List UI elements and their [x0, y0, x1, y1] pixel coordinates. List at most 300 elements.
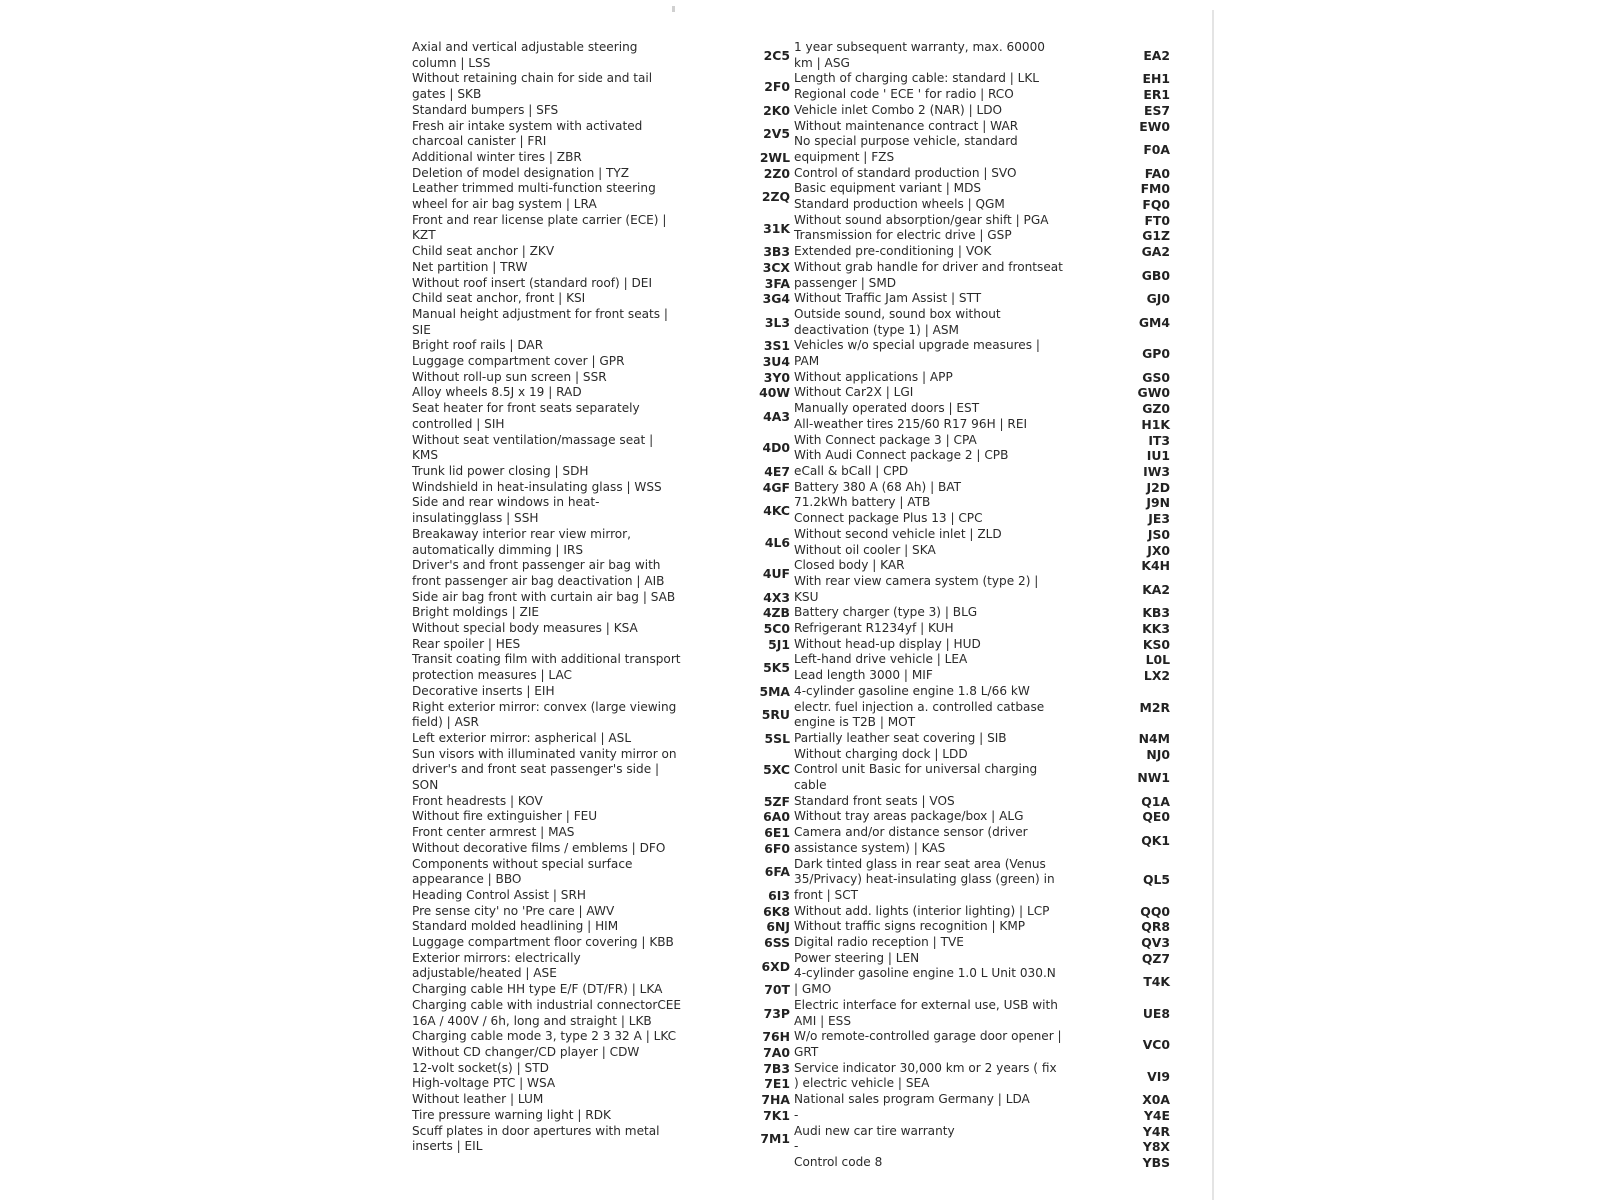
option-row — [794, 605, 1170, 621]
option-code: Y4E — [1143, 1107, 1170, 1123]
option-row — [794, 1061, 1170, 1092]
option-code: GB0 — [1141, 267, 1170, 283]
option-code: G1Z — [1142, 228, 1170, 244]
option-code: YBS — [1142, 1154, 1170, 1170]
option-description: Heading Control Assist | SRH — [412, 887, 586, 902]
option-code: Q1A — [1141, 793, 1170, 809]
option-row — [412, 951, 790, 982]
option-row — [794, 794, 1170, 810]
option-row — [794, 731, 1170, 747]
page-edge-shadow — [1212, 10, 1214, 1200]
option-row — [412, 150, 790, 166]
option-row — [794, 1155, 1170, 1171]
option-description: With rear view camera system (type 2) | KSU — [794, 573, 1039, 604]
option-code: 4UF — [762, 566, 790, 582]
option-row — [794, 213, 1170, 229]
option-code: 6SS — [764, 935, 790, 951]
option-description: Seat heater for front seats separately controlled | SIH — [412, 401, 640, 431]
option-description: Control code 8 — [794, 1154, 883, 1169]
option-code: JX0 — [1147, 542, 1170, 558]
options-column-right — [794, 40, 1170, 1171]
option-code: 3FA — [764, 275, 790, 291]
option-row — [412, 935, 790, 951]
option-row — [412, 260, 790, 276]
option-code: QE0 — [1142, 809, 1170, 825]
option-code: 4X3 — [763, 589, 790, 605]
option-description: 12-volt socket(s) | STD — [412, 1060, 549, 1075]
option-row — [412, 841, 790, 857]
option-row — [412, 166, 790, 182]
option-row — [794, 637, 1170, 653]
option-row — [412, 652, 790, 683]
option-row — [794, 166, 1170, 182]
option-row — [412, 291, 790, 307]
option-row — [794, 307, 1170, 338]
option-code: 5SL — [764, 730, 790, 746]
option-row — [794, 464, 1170, 480]
option-row — [794, 904, 1170, 920]
option-description: Basic equipment variant | MDS — [794, 181, 982, 196]
option-description: Length of charging cable: standard | LKL — [794, 71, 1040, 86]
option-code: 3CX — [762, 259, 790, 275]
option-description: Bright roof rails | DAR — [412, 338, 544, 353]
option-description: Without roll-up sun screen | SSR — [412, 369, 607, 384]
option-description: Without roof insert (standard roof) | DEI — [412, 275, 653, 290]
option-code: JE3 — [1148, 511, 1170, 527]
option-row — [794, 433, 1170, 449]
option-row — [794, 1124, 1170, 1140]
option-row — [412, 637, 790, 653]
option-row — [794, 527, 1170, 543]
option-description: 1 year subsequent warranty, max. 60000 km | ASG — [794, 40, 1045, 70]
option-row — [794, 574, 1170, 605]
option-code: 6A0 — [763, 809, 790, 825]
option-description: Manual height adjustment for front seats | SIE — [412, 306, 669, 337]
option-description: Battery 380 A (68 Ah) | BAT — [794, 479, 962, 494]
option-row — [412, 605, 790, 621]
option-description: Standard molded headlining | HIM — [412, 919, 619, 934]
option-description: Deletion of model designation | TYZ — [412, 165, 630, 180]
option-row — [412, 244, 790, 260]
option-description: Without grab handle for driver and frontseat passenger | SMD — [794, 259, 1063, 290]
option-row — [412, 307, 790, 338]
option-code: GM4 — [1138, 314, 1170, 330]
option-code: GP0 — [1142, 346, 1170, 362]
option-code: VI9 — [1147, 1068, 1170, 1084]
option-row — [412, 433, 790, 464]
option-row — [412, 495, 790, 526]
option-description: National sales program Germany | LDA — [794, 1092, 1030, 1107]
option-row — [412, 919, 790, 935]
option-code: GA2 — [1141, 244, 1170, 260]
option-row — [794, 747, 1170, 763]
option-code: 3B3 — [763, 244, 790, 260]
option-code: IU1 — [1146, 448, 1170, 464]
option-row — [412, 40, 790, 71]
option-row — [794, 291, 1170, 307]
option-description: Transit coating film with additional transport protection measures | LAC — [412, 652, 681, 683]
option-description: Without add. lights (interior lighting) | LCP — [794, 903, 1050, 918]
option-code: 2WL — [759, 149, 790, 165]
option-row — [794, 1092, 1170, 1108]
option-row — [412, 731, 790, 747]
option-description: Control unit Basic for universal charging cable — [794, 762, 1038, 793]
option-code: 7E1 — [764, 1076, 790, 1092]
option-row — [794, 480, 1170, 496]
option-row — [794, 417, 1170, 433]
option-code: 3Y0 — [763, 369, 790, 385]
option-code: 31K — [763, 220, 790, 236]
option-description: Scuff plates in door apertures with metal inserts | EIL — [412, 1123, 660, 1154]
option-code: LX2 — [1143, 668, 1170, 684]
option-code: EH1 — [1142, 71, 1170, 87]
option-description: Manually operated doors | EST — [794, 401, 980, 416]
option-code: 6K8 — [763, 903, 790, 919]
option-description: Vehicle inlet Combo 2 (NAR) | LDO — [794, 102, 1003, 117]
option-row — [412, 1061, 790, 1077]
option-row — [412, 385, 790, 401]
option-description: Additional winter tires | ZBR — [412, 149, 582, 164]
option-description: Trunk lid power closing | SDH — [412, 463, 589, 478]
option-code: 5XC — [763, 762, 790, 778]
option-description: Without retaining chain for side and tail gates | SKB — [412, 71, 653, 102]
option-description: Side air bag front with curtain air bag | SAB — [412, 589, 676, 604]
option-description: Left exterior mirror: aspherical | ASL — [412, 730, 632, 745]
option-code: JS0 — [1147, 526, 1170, 542]
option-row — [412, 1076, 790, 1092]
option-description: Pre sense city' no 'Pre care | AWV — [412, 903, 615, 918]
option-code: ER1 — [1143, 87, 1170, 103]
option-code: L0L — [1145, 652, 1170, 668]
option-row — [794, 260, 1170, 291]
option-description: Decorative inserts | EIH — [412, 683, 555, 698]
option-row — [412, 401, 790, 432]
option-description: Charging cable with industrial connectorCEE 16A / 400V / 6h, long and straight | LKB — [412, 997, 682, 1028]
option-code: 40W — [759, 385, 790, 401]
option-code: J9N — [1146, 495, 1170, 511]
option-code: QL5 — [1142, 872, 1170, 888]
option-description: Bright moldings | ZIE — [412, 605, 540, 620]
option-code: 2V5 — [763, 126, 790, 142]
option-code: 76H — [762, 1029, 790, 1045]
option-row — [412, 1092, 790, 1108]
option-code: UE8 — [1142, 1005, 1170, 1021]
options-column-left — [412, 40, 790, 1155]
option-row — [794, 244, 1170, 260]
option-row — [794, 809, 1170, 825]
option-description: Front headrests | KOV — [412, 793, 543, 808]
option-code: 6XD — [761, 958, 790, 974]
option-description: Tire pressure warning light | RDK — [412, 1107, 611, 1122]
option-code: GS0 — [1142, 369, 1170, 385]
option-row — [794, 684, 1170, 731]
option-description: Without traffic signs recognition | KMP — [794, 919, 1026, 934]
option-row — [412, 700, 790, 731]
option-code: 4D0 — [762, 440, 790, 456]
option-description: Digital radio reception | TVE — [794, 935, 964, 950]
option-code: K4H — [1141, 558, 1170, 574]
option-description: Without decorative films / emblems | DFO — [412, 840, 666, 855]
option-description: Transmission for electric drive | GSP — [794, 228, 1012, 243]
option-code: GZ0 — [1142, 401, 1170, 417]
option-row — [412, 338, 790, 354]
option-description: Front and rear license plate carrier (ECE) | KZT — [412, 212, 667, 243]
option-description: Power steering | LEN — [794, 950, 920, 965]
option-row — [794, 228, 1170, 244]
option-row — [794, 370, 1170, 386]
option-description: Electric interface for external use, USB with AMI | ESS — [794, 997, 1058, 1028]
option-description: Without CD changer/CD player | CDW — [412, 1045, 640, 1059]
option-row — [412, 747, 790, 794]
option-code: N4M — [1138, 730, 1170, 746]
option-code: 2C5 — [763, 47, 790, 63]
option-description: Windshield in heat-insulating glass | WSS — [412, 479, 662, 494]
option-code: M2R — [1139, 699, 1170, 715]
option-code: QK1 — [1141, 833, 1170, 848]
option-code: FA0 — [1144, 165, 1170, 181]
option-code: 6E1 — [764, 825, 790, 841]
option-code: Y4R — [1142, 1123, 1170, 1139]
option-row — [794, 998, 1170, 1029]
option-description: Without head-up display | HUD — [794, 636, 981, 651]
option-row — [794, 87, 1170, 103]
option-row — [412, 1045, 790, 1061]
option-description: Without leather | LUM — [412, 1092, 544, 1107]
option-code: FT0 — [1144, 212, 1170, 228]
option-description: Child seat anchor | ZKV — [412, 244, 555, 259]
option-description: Side and rear windows in heat- insulatingglass | SSH — [412, 495, 600, 526]
option-code: H1K — [1141, 416, 1170, 432]
option-code: 5RU — [761, 707, 790, 723]
option-row — [794, 197, 1170, 213]
option-row — [412, 370, 790, 386]
option-row — [794, 668, 1170, 684]
option-description: - — [794, 1107, 799, 1122]
option-row — [794, 857, 1170, 904]
option-description: High-voltage PTC | WSA — [412, 1076, 556, 1091]
option-row — [794, 951, 1170, 967]
option-description: Without oil cooler | SKA — [794, 542, 936, 557]
option-description: Without Car2X | LGI — [794, 385, 914, 400]
option-row — [412, 982, 790, 998]
option-description: Alloy wheels 8.5J x 19 | RAD — [412, 385, 582, 400]
option-description: Vehicles w/o special upgrade measures | PAM — [794, 338, 1040, 369]
option-code: 6I3 — [768, 887, 790, 903]
option-row — [412, 1029, 790, 1045]
option-row — [794, 1139, 1170, 1155]
option-description: - — [794, 1139, 799, 1154]
option-description: Closed body | KAR — [794, 558, 905, 573]
option-code: T4K — [1143, 974, 1170, 990]
option-description: Standard bumpers | SFS — [412, 102, 559, 117]
option-description: Battery charger (type 3) | BLG — [794, 605, 978, 620]
option-description: Standard front seats | VOS — [794, 793, 955, 808]
option-row — [412, 213, 790, 244]
option-description: Outside sound, sound box without deactivation (type 1) | ASM — [794, 306, 1001, 337]
option-description: Fresh air intake system with activated charcoal canister | FRI — [412, 118, 643, 149]
option-description: Refrigerant R1234yf | KUH — [794, 621, 954, 636]
option-description: Service indicator 30,000 km or 2 years ( fix ) electric vehicle | SEA — [794, 1060, 1057, 1091]
option-description: Without fire extinguisher | FEU — [412, 809, 598, 824]
option-code: QQ0 — [1140, 903, 1170, 919]
option-description: Luggage compartment cover | GPR — [412, 354, 625, 369]
option-code: KA2 — [1142, 581, 1170, 597]
option-row — [412, 809, 790, 825]
option-row — [794, 40, 1170, 71]
option-code: 6NJ — [766, 919, 790, 935]
option-description: Without tray areas package/box | ALG — [794, 809, 1024, 824]
option-description: Charging cable HH type E/F (DT/FR) | LKA — [412, 982, 663, 997]
option-row — [794, 401, 1170, 417]
option-description: Without Traffic Jam Assist | STT — [794, 291, 982, 306]
option-row — [412, 354, 790, 370]
option-description: Without applications | APP — [794, 369, 953, 384]
option-code: 5ZF — [763, 793, 790, 809]
option-row — [412, 103, 790, 119]
option-code: 5J1 — [768, 636, 790, 652]
option-description: Exterior mirrors: electrically adjustable/heated | ASE — [412, 950, 581, 981]
option-row — [794, 1108, 1170, 1124]
option-description: Leather trimmed multi-function steering wheel for air bag system | LRA — [412, 181, 656, 212]
option-description: Charging cable mode 3, type 2 3 32 A | LKC — [412, 1029, 677, 1044]
option-description: Child seat anchor, front | KSI — [412, 291, 586, 306]
option-description: Front center armrest | MAS — [412, 825, 575, 840]
option-description: Dark tinted glass in rear seat area (Venus 35/Privacy) heat-insulating glass (green) in front | SCT — [794, 856, 1055, 902]
option-row — [794, 495, 1170, 511]
option-code: 3L3 — [764, 314, 790, 330]
option-description: W/o remote-controlled garage door opener | GRT — [794, 1029, 1062, 1059]
option-description: 4-cylinder gasoline engine 1.8 L/66 kW electr. fuel injection a. controlled catbase engine is T2B | MOT — [794, 683, 1045, 730]
option-code: EW0 — [1139, 118, 1170, 134]
option-description: Without sound absorption/gear shift | PGA — [794, 212, 1049, 227]
option-description: Audi new car tire warranty — [794, 1123, 955, 1138]
option-row — [412, 480, 790, 496]
option-code: 7K1 — [763, 1107, 790, 1123]
option-code: GW0 — [1137, 385, 1170, 401]
option-code: GJ0 — [1146, 291, 1170, 307]
option-row — [794, 966, 1170, 997]
option-code: 6FA — [764, 864, 790, 880]
option-code: QZ7 — [1141, 950, 1170, 966]
option-code: 4E7 — [764, 463, 790, 479]
option-code: VC0 — [1142, 1037, 1170, 1053]
option-code: 4L6 — [764, 534, 790, 550]
option-description: 4-cylinder gasoline engine 1.0 L Unit 030.N | GMO — [794, 966, 1056, 997]
option-code: 4ZB — [762, 605, 790, 621]
option-description: 71.2kWh battery | ATB — [794, 495, 931, 510]
option-row — [794, 935, 1170, 951]
option-code: F0A — [1143, 142, 1170, 158]
option-row — [794, 511, 1170, 527]
option-row — [794, 1029, 1170, 1060]
option-description: With Audi Connect package 2 | CPB — [794, 448, 1009, 463]
option-code: 6F0 — [764, 840, 790, 856]
option-code: 3G4 — [762, 291, 790, 307]
option-row — [412, 276, 790, 292]
option-description: With Connect package 3 | CPA — [794, 432, 977, 447]
option-row — [412, 464, 790, 480]
option-row — [412, 857, 790, 888]
option-row — [794, 385, 1170, 401]
option-description: Without seat ventilation/massage seat | KMS — [412, 432, 654, 463]
scan-mark — [672, 6, 675, 12]
option-row — [412, 998, 790, 1029]
option-row — [412, 1124, 790, 1155]
option-code: 3U4 — [762, 354, 790, 370]
option-description: Components without special surface appearance | BBO — [412, 856, 633, 887]
option-row — [412, 621, 790, 637]
option-description: Partially leather seat covering | SIB — [794, 730, 1007, 745]
option-code: KS0 — [1142, 636, 1170, 652]
option-description: Regional code ' ECE ' for radio | RCO — [794, 87, 1014, 102]
option-description: Extended pre-conditioning | VOK — [794, 244, 992, 259]
option-description: Right exterior mirror: convex (large viewing field) | ASR — [412, 699, 677, 730]
option-code: 2K0 — [763, 102, 790, 118]
option-description: Axial and vertical adjustable steering column | LSS — [412, 40, 638, 70]
option-code: FM0 — [1140, 181, 1170, 197]
option-code: J2D — [1146, 479, 1170, 495]
option-code: IT3 — [1148, 432, 1170, 448]
option-code: EA2 — [1143, 47, 1170, 63]
option-row — [794, 825, 1170, 856]
option-row — [412, 1108, 790, 1124]
option-code: KK3 — [1142, 621, 1170, 637]
option-description: Luggage compartment floor covering | KBB — [412, 935, 674, 950]
option-row — [412, 590, 790, 606]
option-description: No special purpose vehicle, standard equipment | FZS — [794, 134, 1018, 164]
option-code: KB3 — [1142, 605, 1170, 621]
option-description: Net partition | TRW — [412, 259, 528, 274]
option-code: 2Z0 — [763, 165, 790, 181]
option-row — [794, 134, 1170, 165]
option-row — [412, 825, 790, 841]
option-code: 2F0 — [764, 79, 790, 95]
option-row — [794, 119, 1170, 135]
option-code: ES7 — [1143, 102, 1170, 118]
option-code: 73P — [763, 1005, 790, 1021]
option-description: Without special body measures | KSA — [412, 621, 638, 636]
option-code: 7M1 — [760, 1131, 790, 1147]
option-row — [412, 119, 790, 150]
option-description: Lead length 3000 | MIF — [794, 668, 933, 683]
option-row — [412, 181, 790, 212]
option-description: Connect package Plus 13 | CPC — [794, 511, 983, 526]
option-code: 70T — [764, 982, 790, 998]
option-code: 7HA — [761, 1092, 790, 1108]
option-code: NW1 — [1137, 770, 1170, 786]
option-description: Rear spoiler | HES — [412, 636, 521, 651]
option-row — [794, 71, 1170, 87]
option-row — [412, 684, 790, 700]
option-code: IW3 — [1143, 463, 1170, 479]
option-row — [794, 103, 1170, 119]
option-description: All-weather tires 215/60 R17 96H | REI — [794, 416, 1028, 431]
option-row — [412, 794, 790, 810]
option-row — [794, 762, 1170, 793]
option-code: NJ0 — [1146, 746, 1170, 762]
option-code: 4A3 — [763, 409, 790, 425]
option-code: QR8 — [1141, 919, 1170, 935]
option-code: 7A0 — [763, 1045, 790, 1060]
option-description: Without second vehicle inlet | ZLD — [794, 526, 1002, 541]
option-row — [794, 919, 1170, 935]
option-description: Sun visors with illuminated vanity mirror on driver's and front seat passenger's side | SON — [412, 746, 677, 793]
option-description: Breakaway interior rear view mirror, automatically dimming | IRS — [412, 526, 632, 557]
option-description: Standard production wheels | QGM — [794, 197, 1005, 212]
option-code: X0A — [1142, 1092, 1170, 1108]
option-row — [794, 338, 1170, 369]
option-row — [794, 181, 1170, 197]
